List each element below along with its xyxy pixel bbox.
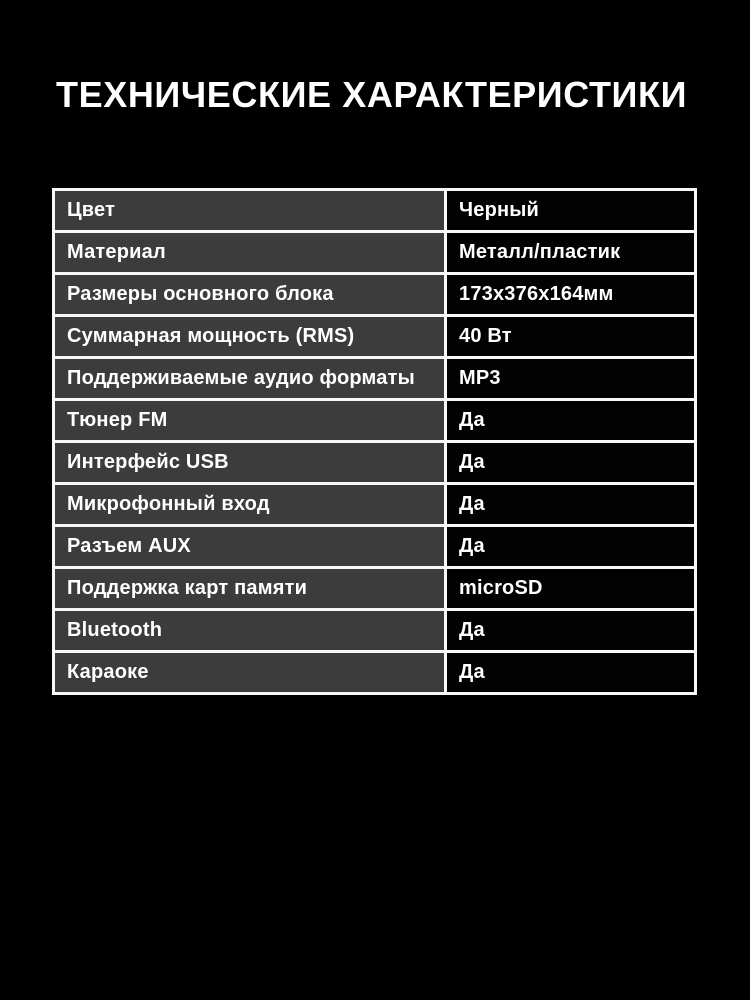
spec-value: MP3: [446, 358, 696, 400]
spec-value: Да: [446, 526, 696, 568]
spec-row: [54, 190, 696, 232]
spec-row: [54, 652, 696, 694]
spec-value: Да: [446, 400, 696, 442]
spec-row: [54, 526, 696, 568]
spec-label: Микрофонный вход: [54, 484, 446, 526]
spec-label: Интерфейс USB: [54, 442, 446, 484]
spec-table-body: [54, 190, 696, 694]
spec-row: [54, 442, 696, 484]
spec-row: [54, 274, 696, 316]
spec-value: Металл/пластик: [446, 232, 696, 274]
spec-row: [54, 568, 696, 610]
spec-value: Черный: [446, 190, 696, 232]
spec-table: [52, 188, 697, 695]
spec-label: Поддерживаемые аудио форматы: [54, 358, 446, 400]
spec-row: [54, 358, 696, 400]
spec-value: Да: [446, 652, 696, 694]
spec-value: Да: [446, 484, 696, 526]
spec-label: Bluetooth: [54, 610, 446, 652]
spec-value: Да: [446, 610, 696, 652]
spec-value: Да: [446, 442, 696, 484]
spec-label: Тюнер FM: [54, 400, 446, 442]
spec-value: microSD: [446, 568, 696, 610]
spec-label: Разъем AUX: [54, 526, 446, 568]
spec-label: Цвет: [54, 190, 446, 232]
spec-row: [54, 232, 696, 274]
spec-value: 173x376x164мм: [446, 274, 696, 316]
spec-value: 40 Вт: [446, 316, 696, 358]
spec-label: Размеры основного блока: [54, 274, 446, 316]
page-title: ТЕХНИЧЕСКИЕ ХАРАКТЕРИСТИКИ: [56, 74, 688, 115]
spec-label: Суммарная мощность (RMS): [54, 316, 446, 358]
spec-row: [54, 400, 696, 442]
spec-label: Караоке: [54, 652, 446, 694]
spec-row: [54, 316, 696, 358]
spec-row: [54, 484, 696, 526]
spec-row: [54, 610, 696, 652]
spec-label: Материал: [54, 232, 446, 274]
spec-label: Поддержка карт памяти: [54, 568, 446, 610]
